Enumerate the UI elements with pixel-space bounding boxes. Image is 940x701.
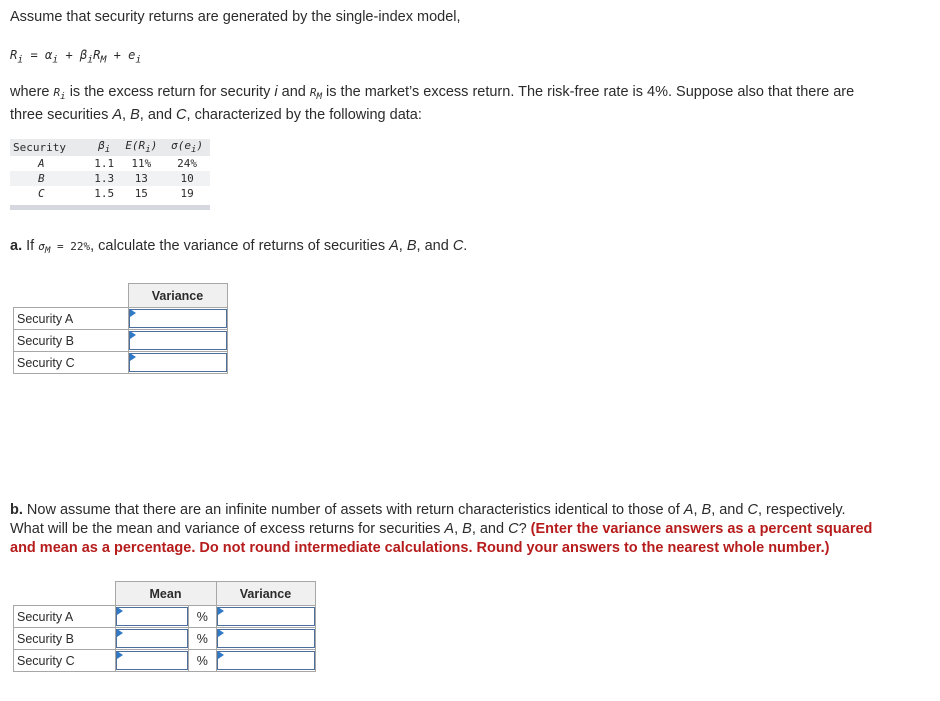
row-label: Security C xyxy=(14,352,129,374)
col-beta: $\beta_i$ xyxy=(90,139,118,156)
part-a-answer-table xyxy=(13,283,228,374)
col-sigma-e: $\sigma(e_i)$ xyxy=(164,139,210,156)
input-flag-icon xyxy=(218,607,224,615)
col-expected-return: $E(R_i)$ xyxy=(118,139,164,156)
variance-header: Variance xyxy=(128,284,227,308)
percent-sign: % xyxy=(189,628,216,650)
row-label: Security A xyxy=(14,606,116,628)
instruction-text: and mean as a percentage. Do not round intermediate calculations. Round your answers to the nearest whole number.) xyxy=(10,540,830,556)
variance-b-input[interactable] xyxy=(129,331,227,350)
input-flag-icon xyxy=(218,629,224,637)
mean-b-input[interactable] xyxy=(116,629,189,648)
table-row xyxy=(14,628,316,650)
col-security: Security xyxy=(10,139,90,156)
variance-b-input[interactable] xyxy=(217,629,315,648)
table-row xyxy=(14,352,228,374)
percent-sign: % xyxy=(189,650,216,672)
part-b-answer-table xyxy=(13,581,316,672)
input-flag-icon xyxy=(130,331,136,339)
table-row xyxy=(14,330,228,352)
given-data-table xyxy=(10,139,210,210)
model-formula: $R_i = \alpha_i + \beta_iR_M + e_i$ xyxy=(10,48,142,66)
row-label: Security B xyxy=(14,330,129,352)
mean-header: Mean xyxy=(115,582,216,606)
input-flag-icon xyxy=(130,309,136,317)
where-paragraph: where $R_i$ is the excess return for security i and $R_M$ is the market’s excess return. The risk-free rate is 4%. Suppose also that there are three securities A, B, and C, characterized by the following data: xyxy=(10,84,855,124)
part-a-question: a. If $\sigma_M = 22\%$, calculate the variance of returns of securities A, B, and C. xyxy=(10,238,468,257)
variance-c-input[interactable] xyxy=(217,651,315,670)
mean-c-input[interactable] xyxy=(116,651,189,670)
part-b-question: b. Now assume that there are an infinite number of assets with return characteristics identical to those of A, B, and C, respectively. What will be the mean and variance of excess returns for securities A, B, and C? (Enter the variance answers as a percent squared and mean as a percentage. Do not round intermediate calculations. Round your answers to the nearest whole number.) xyxy=(10,502,873,556)
variance-a-input[interactable] xyxy=(217,607,315,626)
input-flag-icon xyxy=(130,353,136,361)
table-row xyxy=(14,606,316,628)
table-row: B 1.3 13 10 xyxy=(10,171,210,186)
variance-c-input[interactable] xyxy=(129,353,227,372)
table-row: A 1.1 11% 24% xyxy=(38,157,198,170)
instruction-text: (Enter the variance answers as a percent squared xyxy=(530,521,873,537)
table-row xyxy=(14,650,316,672)
variance-header: Variance xyxy=(216,582,315,606)
row-label: Security C xyxy=(14,650,116,672)
percent-sign: % xyxy=(189,606,216,628)
input-flag-icon xyxy=(117,651,123,659)
input-flag-icon xyxy=(117,607,123,615)
input-flag-icon xyxy=(117,629,123,637)
intro-text: Assume that security returns are generated by the single-index model, xyxy=(10,9,461,25)
table-row xyxy=(14,308,228,330)
row-label: Security B xyxy=(14,628,116,650)
row-label: Security A xyxy=(14,308,129,330)
input-flag-icon xyxy=(218,651,224,659)
mean-a-input[interactable] xyxy=(116,607,189,626)
table-row: C 1.5 15 19 xyxy=(38,187,194,200)
table-bottom-bar xyxy=(10,205,210,210)
variance-a-input[interactable] xyxy=(129,309,227,328)
